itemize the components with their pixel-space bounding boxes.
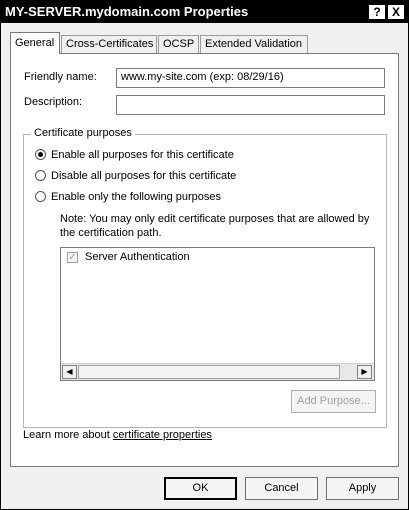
tab-general[interactable]: General — [10, 32, 60, 54]
friendly-name-label: Friendly name: — [24, 71, 97, 83]
scroll-left-arrow-icon[interactable]: ◀ — [62, 365, 77, 379]
learn-more-prefix: Learn more about — [23, 429, 113, 441]
tab-ocsp[interactable]: OCSP — [158, 35, 199, 53]
server-authentication-checkbox[interactable]: ✓ — [68, 252, 77, 263]
description-label: Description: — [24, 96, 83, 108]
description-input[interactable] — [116, 95, 385, 115]
purposes-listbox[interactable] — [60, 247, 375, 381]
close-button[interactable]: X — [387, 4, 405, 20]
help-button[interactable]: ? — [368, 4, 386, 20]
radio-enable-all-label[interactable]: Enable all purposes for this certificate — [51, 149, 234, 161]
radio-enable-all[interactable] — [35, 149, 46, 160]
friendly-name-input[interactable]: www.my-site.com (exp: 08/29/16) — [116, 68, 385, 88]
scroll-thumb[interactable] — [78, 365, 340, 379]
server-authentication-label: Server Authentication — [85, 251, 190, 263]
ok-button[interactable]: OK — [164, 477, 237, 500]
scroll-right-arrow-icon[interactable]: ▶ — [357, 365, 372, 379]
horizontal-scrollbar[interactable] — [61, 363, 374, 380]
learn-more-text — [23, 429, 212, 441]
radio-disable-all[interactable] — [35, 170, 46, 181]
radio-enable-only[interactable] — [35, 191, 46, 202]
radio-enable-only-label[interactable]: Enable only the following purposes — [51, 191, 222, 203]
radio-selected-dot — [38, 152, 43, 157]
radio-disable-all-label[interactable]: Disable all purposes for this certificate — [51, 170, 237, 182]
add-purpose-button[interactable]: Add Purpose... — [291, 390, 376, 413]
tab-extended-validation[interactable]: Extended Validation — [200, 35, 308, 53]
certificate-properties-link[interactable]: certificate properties — [112, 429, 212, 441]
certificate-purposes-title: Certificate purposes — [31, 127, 135, 139]
window-title: MY-SERVER.mydomain.com Properties — [5, 4, 249, 19]
purposes-note: Note: You may only edit certificate purposes that are allowed by the certification path. — [60, 213, 370, 239]
cancel-button[interactable]: Cancel — [245, 477, 318, 500]
title-bar[interactable] — [1, 1, 408, 23]
tab-cross-certificates[interactable]: Cross-Certificates — [61, 35, 157, 53]
apply-button[interactable]: Apply — [326, 477, 399, 500]
